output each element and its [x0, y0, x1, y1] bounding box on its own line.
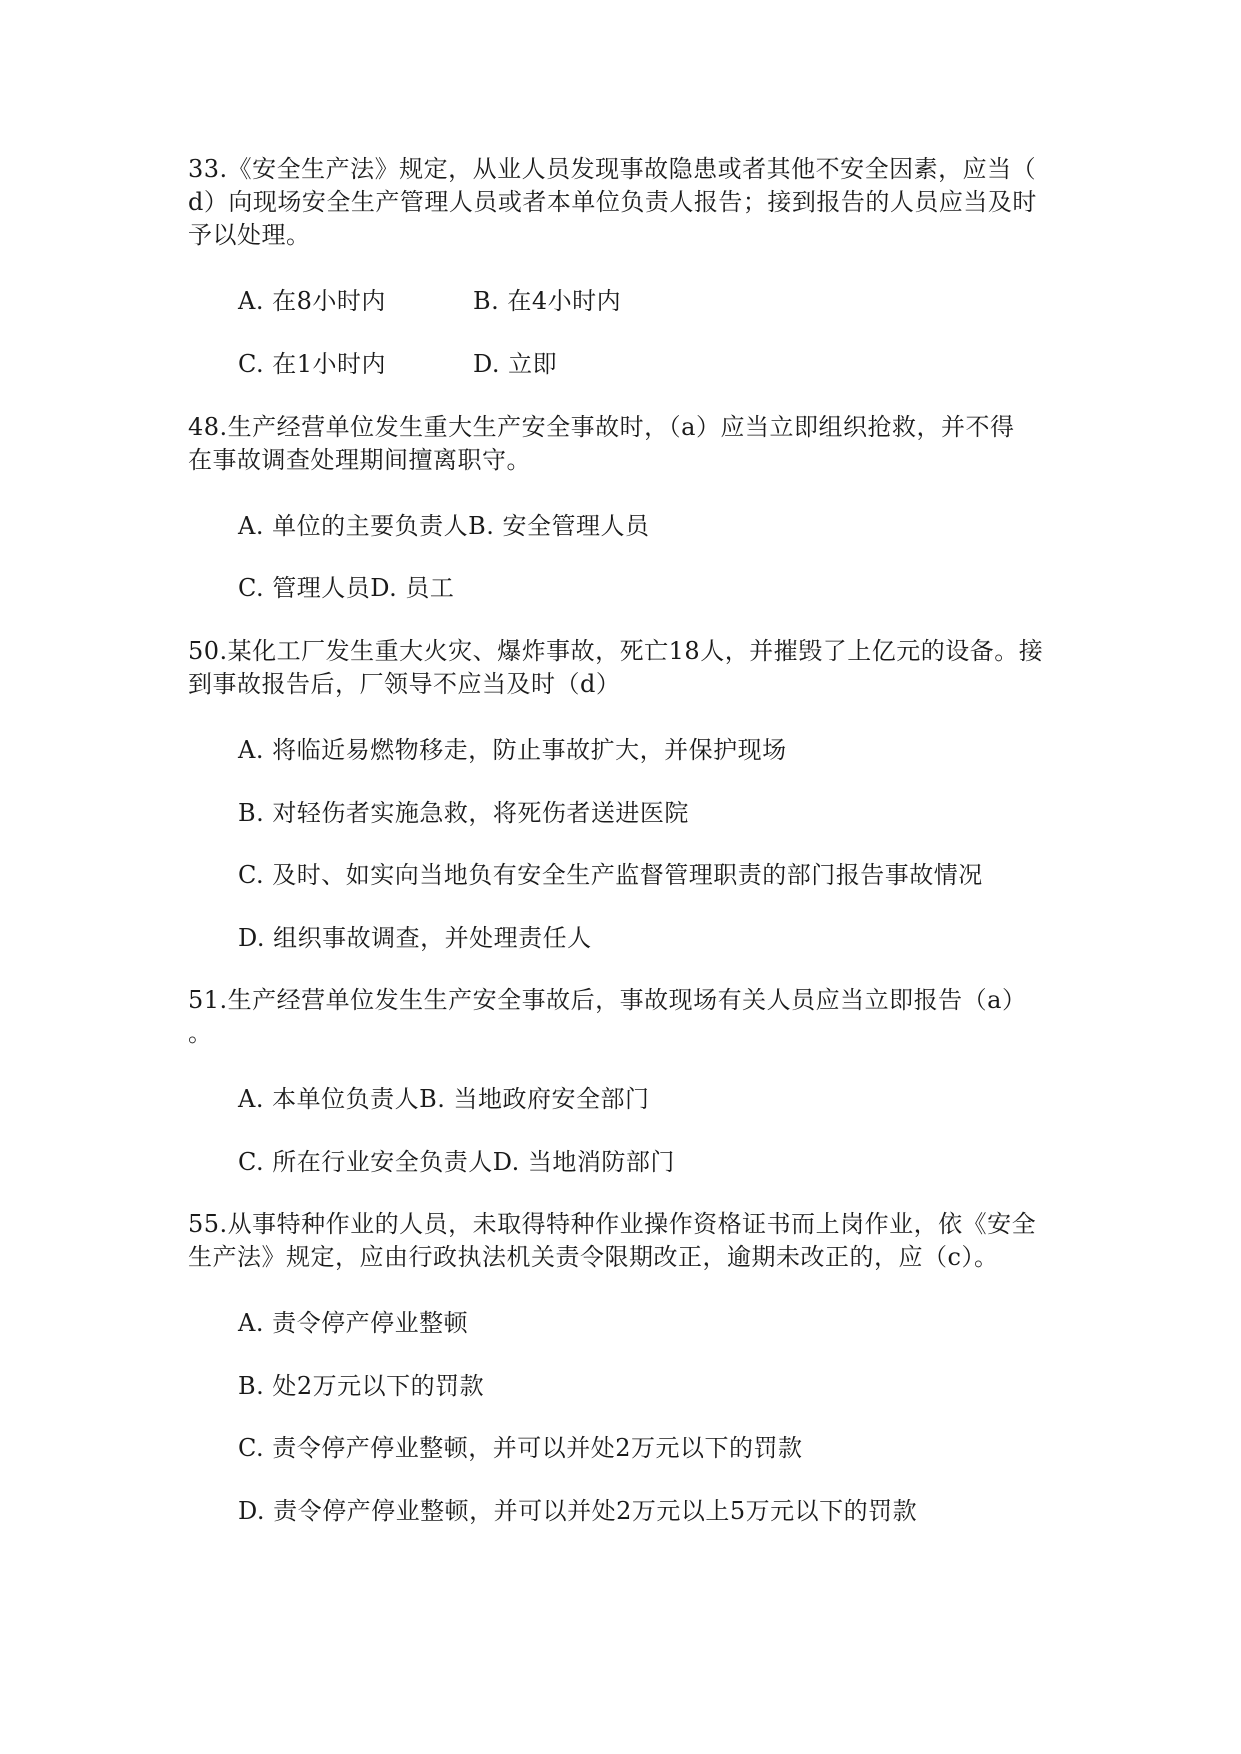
question-55-option-b: B. 处2万元以下的罚款: [238, 1372, 485, 1400]
question-55-option-a: A. 责令停产停业整顿: [238, 1309, 469, 1337]
question-51-line-1: 51.生产经营单位发生生产安全事故后，事故现场有关人员应当立即报告（a）: [188, 986, 1027, 1014]
question-33-line-3: 予以处理。: [188, 221, 311, 249]
question-55-option-d: D. 责令停产停业整顿，并可以并处2万元以上5万元以下的罚款: [238, 1497, 918, 1525]
question-48-options-cd: C. 管理人员D. 员工: [238, 574, 455, 602]
question-51-options-cd: C. 所在行业安全负责人D. 当地消防部门: [238, 1148, 675, 1176]
question-48-line-2: 在事故调查处理期间擅离职守。: [188, 446, 531, 474]
question-33-option-b: B. 在4小时内: [473, 287, 622, 315]
question-50-option-c: C. 及时、如实向当地负有安全生产监督管理职责的部门报告事故情况: [238, 861, 983, 889]
question-50-option-a: A. 将临近易燃物移走，防止事故扩大，并保护现场: [238, 736, 787, 764]
question-33-option-d: D. 立即: [473, 350, 558, 378]
question-50-line-2: 到事故报告后，厂领导不应当及时（d）: [188, 670, 621, 698]
question-33-line-2: d）向现场安全生产管理人员或者本单位负责人报告；接到报告的人员应当及时: [188, 188, 1037, 216]
question-33-line-1: 33.《安全生产法》规定，从业人员发现事故隐患或者其他不安全因素，应当（: [188, 155, 1037, 183]
question-50-option-b: B. 对轻伤者实施急救，将死伤者送进医院: [238, 799, 689, 827]
question-50-line-1: 50.某化工厂发生重大火灾、爆炸事故，死亡18人，并摧毁了上亿元的设备。接: [188, 637, 1044, 665]
question-51-line-2: 。: [188, 1019, 213, 1047]
question-33-option-a: A. 在8小时内: [238, 287, 386, 315]
question-50-option-d: D. 组织事故调查，并处理责任人: [238, 924, 592, 952]
question-33-option-c: C. 在1小时内: [238, 350, 387, 378]
question-55-line-1: 55.从事特种作业的人员，未取得特种作业操作资格证书而上岗作业，依《安全: [188, 1210, 1037, 1238]
question-48-options-ab: A. 单位的主要负责人B. 安全管理人员: [238, 512, 650, 540]
question-51-options-ab: A. 本单位负责人B. 当地政府安全部门: [238, 1085, 650, 1113]
question-55-line-2: 生产法》规定，应由行政执法机关责令限期改正，逾期未改正的，应（c）。: [188, 1243, 999, 1271]
question-55-option-c: C. 责令停产停业整顿，并可以并处2万元以下的罚款: [238, 1434, 803, 1462]
question-48-line-1: 48.生产经营单位发生重大生产安全事故时，（a）应当立即组织抢救，并不得: [188, 413, 1015, 441]
